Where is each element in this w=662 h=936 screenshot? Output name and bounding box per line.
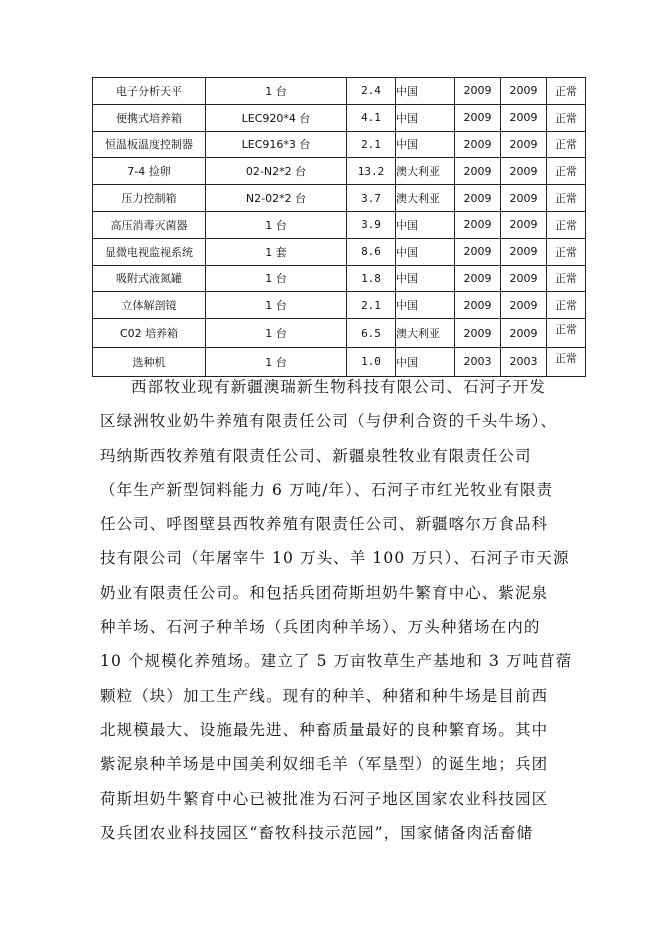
table-row <box>93 158 586 185</box>
equipment-table-body <box>93 78 586 377</box>
paragraph-line: 任公司、呼图壁县西牧养殖有限责任公司、新疆喀尔万食品科 <box>100 515 549 534</box>
equipment-origin-cell: 中国 <box>396 347 455 376</box>
equipment-table <box>92 77 586 377</box>
equipment-spec-cell: 1 台 <box>206 292 347 319</box>
equipment-name-cell: 吸附式液氮罐 <box>93 265 206 292</box>
equipment-status-cell: 正常 <box>547 265 586 292</box>
equipment-name-cell: 恒温板温度控制器 <box>93 131 206 158</box>
table-row <box>93 185 586 212</box>
equipment-status-cell: 正常 <box>547 211 586 238</box>
paragraph-line: 颗粒（块）加工生产线。现有的种羊、种猪和种牛场是目前西 <box>100 686 549 705</box>
paragraph-line: （年生产新型饲料能力 6 万吨/年）、石河子市红光牧业有限责 <box>100 480 554 499</box>
equipment-value-cell: 13.2 <box>347 158 396 185</box>
equipment-origin-cell: 澳大利亚 <box>396 158 455 185</box>
equipment-status-cell: 正常 <box>547 78 586 105</box>
paragraph-line: 玛纳斯西牧养殖有限责任公司、新疆泉牲牧业有限责任公司 <box>100 446 532 465</box>
body-paragraph <box>100 370 573 850</box>
equipment-status-cell: 正常 <box>547 104 586 131</box>
equipment-year-purchased-cell: 2003 <box>455 347 501 376</box>
equipment-origin-cell: 中国 <box>396 292 455 319</box>
equipment-status-cell: 正常 <box>547 131 586 158</box>
equipment-spec-cell: N2-02*2 台 <box>206 185 347 212</box>
table-row <box>93 211 586 238</box>
equipment-year-purchased-cell: 2009 <box>455 211 501 238</box>
equipment-year-purchased-cell: 2009 <box>455 78 501 105</box>
equipment-origin-cell: 中国 <box>396 211 455 238</box>
equipment-origin-cell: 中国 <box>396 78 455 105</box>
table-row <box>93 78 586 105</box>
equipment-year-installed-cell: 2009 <box>501 104 547 131</box>
paragraph-line: 奶业有限责任公司。和包括兵团荷斯坦奶牛繁育中心、紫泥泉 <box>100 583 549 602</box>
paragraph-line: 西部牧业现有新疆澳瑞新生物科技有限公司、石河子开发 <box>131 378 547 396</box>
equipment-value-cell: 4.1 <box>347 104 396 131</box>
equipment-name-cell: 选种机 <box>93 347 206 376</box>
equipment-spec-cell: 1 台 <box>206 78 347 105</box>
equipment-status-cell: 正常 <box>547 158 586 185</box>
equipment-value-cell: 3.9 <box>347 211 396 238</box>
equipment-year-purchased-cell: 2009 <box>455 319 501 348</box>
equipment-value-cell: 1.8 <box>347 265 396 292</box>
paragraph-line: 及兵团农业科技园区“畜牧科技示范园”，国家储备肉活畜储 <box>100 823 534 842</box>
paragraph-line: 紫泥泉种羊场是中国美利奴细毛羊（军垦型）的诞生地；兵团 <box>100 755 549 774</box>
equipment-spec-cell: 1 台 <box>206 265 347 292</box>
equipment-origin-cell: 中国 <box>396 131 455 158</box>
table-row <box>93 104 586 131</box>
equipment-year-purchased-cell: 2009 <box>455 185 501 212</box>
equipment-year-installed-cell: 2009 <box>501 158 547 185</box>
equipment-status-cell: 正常 <box>547 185 586 212</box>
equipment-value-cell: 3.7 <box>347 185 396 212</box>
equipment-year-installed-cell: 2009 <box>501 185 547 212</box>
table-row <box>93 238 586 265</box>
table-row <box>93 292 586 319</box>
equipment-status-cell: 正常 <box>547 238 586 265</box>
equipment-name-cell: 便携式培养箱 <box>93 104 206 131</box>
equipment-origin-cell: 澳大利亚 <box>396 185 455 212</box>
equipment-name-cell: C02 培养箱 <box>93 319 206 348</box>
paragraph-line: 种羊场、石河子种羊场（兵团肉种羊场）、万头种猪场在内的 <box>100 618 541 637</box>
equipment-spec-cell: 02-N2*2 台 <box>206 158 347 185</box>
equipment-origin-cell: 中国 <box>396 104 455 131</box>
equipment-year-installed-cell: 2009 <box>501 319 547 348</box>
equipment-spec-cell: 1 台 <box>206 319 347 348</box>
equipment-year-installed-cell: 2009 <box>501 78 547 105</box>
equipment-spec-cell: LEC916*3 台 <box>206 131 347 158</box>
equipment-status-cell: 正常 <box>547 319 586 348</box>
equipment-year-purchased-cell: 2009 <box>455 104 501 131</box>
equipment-year-installed-cell: 2009 <box>501 211 547 238</box>
table-row <box>93 131 586 158</box>
equipment-year-purchased-cell: 2009 <box>455 158 501 185</box>
equipment-year-purchased-cell: 2009 <box>455 131 501 158</box>
equipment-spec-cell: LEC920*4 台 <box>206 104 347 131</box>
table-row <box>93 265 586 292</box>
equipment-origin-cell: 中国 <box>396 265 455 292</box>
equipment-year-purchased-cell: 2009 <box>455 265 501 292</box>
equipment-value-cell: 2.1 <box>347 131 396 158</box>
equipment-year-installed-cell: 2009 <box>501 265 547 292</box>
paragraph-line: 北规模最大、设施最先进、种畜质量最好的良种繁育场。其中 <box>100 720 549 739</box>
paragraph-line: 区绿洲牧业奶牛养殖有限责任公司（与伊利合资的千头牛场）、 <box>100 412 558 431</box>
equipment-name-cell: 电子分析天平 <box>93 78 206 105</box>
equipment-spec-cell: 1 台 <box>206 211 347 238</box>
equipment-value-cell: 2.1 <box>347 292 396 319</box>
equipment-value-cell: 8.6 <box>347 238 396 265</box>
equipment-name-cell: 7-4 捡卵 <box>93 158 206 185</box>
paragraph-line: 技有限公司（年屠宰牛 10 万头、羊 100 万只）、石河子市天源 <box>100 549 570 568</box>
equipment-value-cell: 1.0 <box>347 347 396 376</box>
paragraph-line: 10 个规模化养殖场。建立了 5 万亩牧草生产基地和 3 万吨苜蓿 <box>100 652 573 671</box>
equipment-year-purchased-cell: 2009 <box>455 238 501 265</box>
equipment-origin-cell: 中国 <box>396 238 455 265</box>
equipment-year-installed-cell: 2003 <box>501 347 547 376</box>
table-row <box>93 319 586 348</box>
equipment-year-installed-cell: 2009 <box>501 238 547 265</box>
equipment-spec-cell: 1 台 <box>206 347 347 376</box>
equipment-year-installed-cell: 2009 <box>501 131 547 158</box>
equipment-value-cell: 2.4 <box>347 78 396 105</box>
equipment-name-cell: 立体解剖镜 <box>93 292 206 319</box>
equipment-value-cell: 6.5 <box>347 319 396 348</box>
equipment-status-cell: 正常 <box>547 347 586 376</box>
equipment-name-cell: 高压消毒灭菌器 <box>93 211 206 238</box>
equipment-spec-cell: 1 套 <box>206 238 347 265</box>
equipment-year-purchased-cell: 2009 <box>455 292 501 319</box>
equipment-name-cell: 显微电视监视系统 <box>93 238 206 265</box>
equipment-status-cell: 正常 <box>547 292 586 319</box>
equipment-name-cell: 压力控制箱 <box>93 185 206 212</box>
equipment-origin-cell: 澳大利亚 <box>396 319 455 348</box>
equipment-year-installed-cell: 2009 <box>501 292 547 319</box>
paragraph-line: 荷斯坦奶牛繁育中心已被批准为石河子地区国家农业科技园区 <box>100 789 549 808</box>
